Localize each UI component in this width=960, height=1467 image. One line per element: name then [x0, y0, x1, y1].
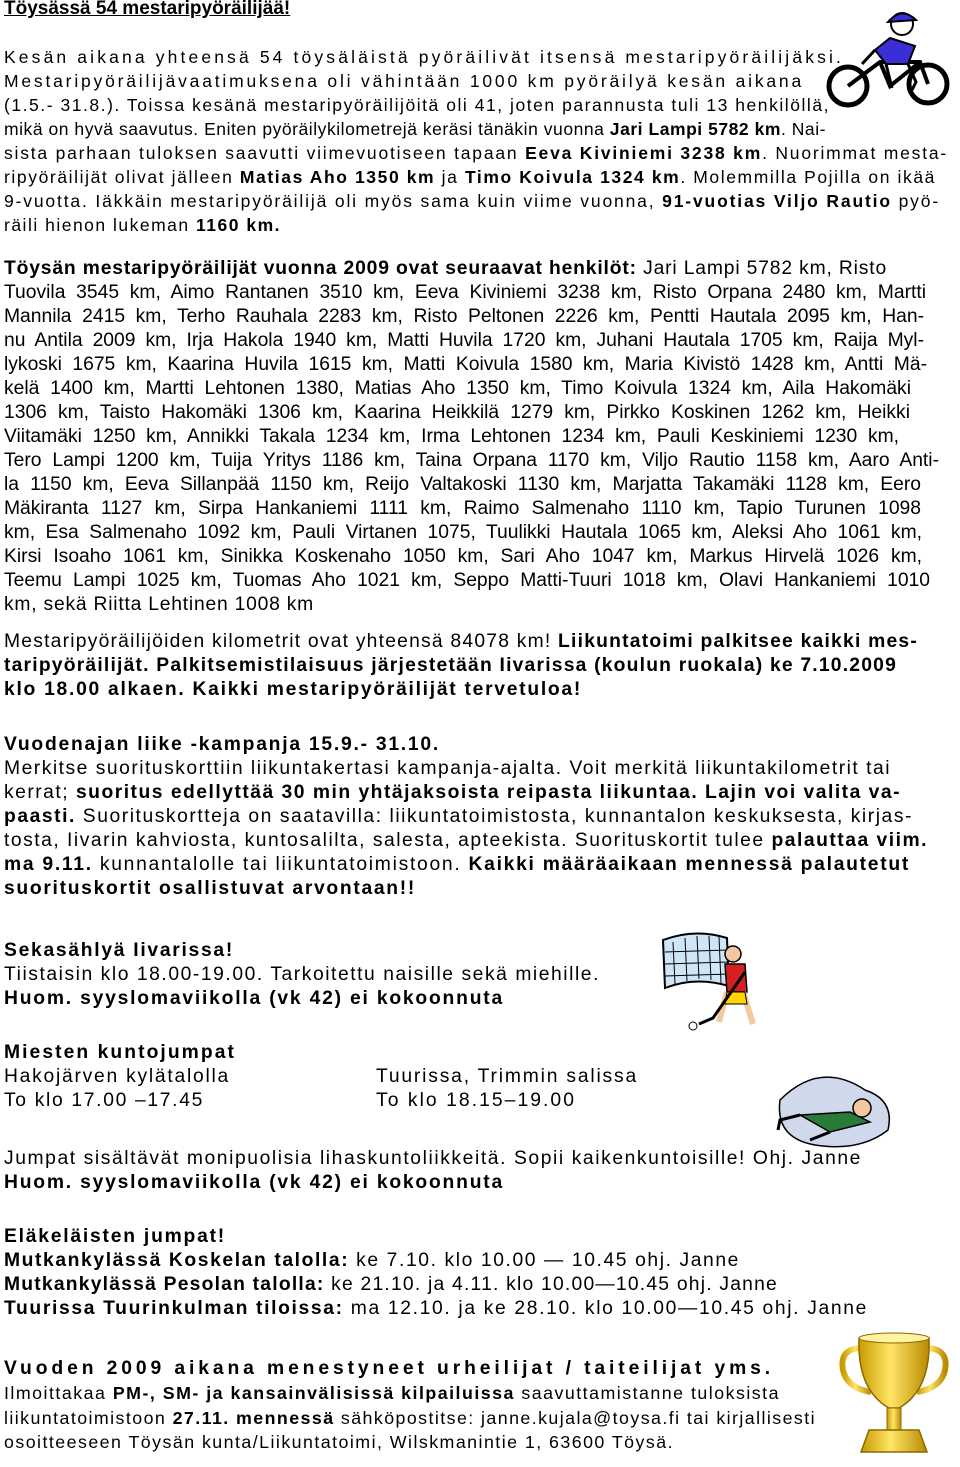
text: kunnantalolle tai liikuntatoimistoon.	[92, 854, 469, 875]
text-line	[4, 449, 939, 473]
text: tosta, Iivarin kahviosta, kuntosalilta, salesta, apteekista. Suorituskortit tulee	[4, 830, 772, 851]
bold-text: ma 9.11.	[4, 854, 93, 875]
section-senior-gym	[4, 1225, 868, 1321]
bold-text: Kaikki määräaikaan mennessä palautetut	[468, 854, 910, 875]
floorball-note: Huom. syyslomaviikolla (vk 42) ei kokoonnuta	[4, 988, 504, 1009]
mens-gym-column-2	[376, 1065, 638, 1113]
text-line	[4, 1381, 780, 1406]
text-line	[4, 93, 830, 117]
mens-gym-details	[4, 1147, 862, 1195]
mens-gym-note: Huom. syyslomaviikolla (vk 42) ei kokoonnuta	[4, 1172, 504, 1193]
cyclist-illustration	[820, 2, 955, 110]
text-line	[4, 117, 826, 141]
text-line	[4, 630, 918, 654]
text-line	[4, 69, 804, 93]
bold-text: 27.11. mennessä	[172, 1407, 335, 1428]
text-line	[4, 1297, 868, 1321]
text: Merkitse suorituskorttiin liikuntakertasi kampanja-ajalta. Voit merkitä liikuntakilometrit tai	[4, 758, 891, 779]
text: mikä on hyvä saavutus. Eniten pyöräilykilometrejä keräsi tänäkin vuonna	[4, 119, 610, 139]
text: 1306 km, Taisto Hakomäki 1306 km, Kaarina Heikkilä 1279 km, Pirkko Koskinen 1262 km, Heikki	[4, 402, 910, 423]
section-achievements	[4, 1357, 816, 1455]
mens-gym-heading: Miesten kuntojumpat	[4, 1042, 236, 1063]
text-line	[4, 189, 940, 213]
text-line	[4, 678, 582, 702]
bold-text: klo 18.00 alkaen. Kaikki mestaripyöräilijät tervetuloa!	[4, 679, 582, 700]
campaign-heading: Vuodenajan liike -kampanja 15.9.- 31.10.	[4, 734, 440, 755]
text-line	[4, 425, 899, 449]
text: Mäkiranta 1127 km, Sirpa Hankaniemi 1111 km, Raimo Salmenaho 1110 km, Tapio Turunen 1098	[4, 498, 921, 519]
text: ripyöräilijät olivat jälleen	[4, 167, 240, 187]
bold-text: suoritus edellyttää 30 min yhtäjaksoista reipasta liikuntaa. Lajin voi valita va-	[75, 782, 901, 803]
trophy-icon	[835, 1330, 953, 1465]
text: lykoski 1675 km, Kaarina Huvila 1615 km, Matti Koivula 1580 km, Maria Kivistö 1428 km, Antti Mä-	[4, 354, 927, 375]
text: . Nuorimmat mesta-	[762, 143, 949, 163]
text-line	[4, 1249, 740, 1273]
section-mens-gym	[4, 1041, 236, 1113]
floorball-illustration	[655, 926, 775, 1041]
text-line	[4, 353, 927, 377]
section-cyclist-list	[4, 257, 939, 617]
text-line	[4, 473, 921, 497]
text-line	[4, 593, 314, 617]
text-line	[4, 165, 936, 189]
text: ja	[435, 167, 465, 187]
text: Mestaripyöräilijävaatimuksena oli vähintään 1000 km pyöräilyä kesän aikana	[4, 71, 804, 91]
floorball-schedule: Tiistaisin klo 18.00-19.00. Tarkoitettu naisille sekä miehille.	[4, 964, 600, 985]
achievements-heading: Vuoden 2009 aikana menestyneet urheilijat / taiteilijat yms.	[4, 1358, 774, 1379]
text-line	[4, 305, 924, 329]
resting-man-illustration	[770, 1060, 900, 1155]
text-line	[4, 213, 281, 237]
text: sähköpostitse: janne.kujala@toysa.fi tai kirjallisesti	[334, 1407, 816, 1428]
text: räili hienon lukeman	[4, 215, 197, 235]
bold-text: PM-, SM- ja kansainvälisissä kilpailuissa	[112, 1383, 515, 1403]
text: kelä 1400 km, Martti Lehtonen 1380, Matias Aho 1350 km, Timo Koivula 1324 km, Aila Hakomäki	[4, 378, 911, 399]
text: Viitamäki 1250 km, Annikki Takala 1234 km, Irma Lehtonen 1234 km, Pauli Keskiniemi 1230 km,	[4, 426, 899, 447]
text: . Molemmilla Pojilla on ikää	[680, 167, 936, 187]
bold-text: suorituskortit osallistuvat arvontaan!!	[4, 878, 416, 899]
text: km, Esa Salmenaho 1092 km, Pauli Virtanen 1075, Tuulikki Hautala 1065 km, Aleksi Aho 1061 km,	[4, 522, 922, 543]
bold-text: Jari Lampi 5782 km	[609, 119, 781, 139]
text: Suorituskortteja on saatavilla: liikuntatoimistosta, kunnantalon keskuksesta, kirjas-	[75, 806, 913, 827]
floorball-heading: Sekasählyä Iivarissa!	[4, 940, 234, 961]
text: la 1150 km, Eeva Sillanpää 1150 km, Reijo Valtakoski 1130 km, Marjatta Takamäki 1128 km, Eero	[4, 474, 921, 495]
text-line	[4, 829, 928, 853]
text-line	[4, 805, 913, 829]
text: nu Antila 2009 km, Irja Hakola 1940 km, Matti Huvila 1720 km, Juhani Hautala 1705 km, Raija Myl-	[4, 330, 924, 351]
text-line	[4, 757, 891, 781]
text-line	[4, 853, 910, 877]
text: (1.5.- 31.8.). Toissa kesänä mestaripyöräilijöitä oli 41, joten parannusta tuli 13 henkilöllä,	[4, 95, 830, 115]
text-line	[4, 1406, 816, 1431]
text: 9-vuotta. Iäkkäin mestaripyöräilijä oli myös sama kuin viime vuonna,	[4, 191, 663, 211]
section-campaign	[4, 733, 928, 901]
text: ke 21.10. ja 4.11. klo 10.00—10.45 ohj. Janne	[324, 1274, 778, 1295]
text-line	[4, 1273, 778, 1297]
text-line	[4, 377, 911, 401]
text: Kesän aikana yhteensä 54 töysäläistä pyöräilivät itsensä mestaripyöräilijäksi.	[4, 47, 844, 67]
bold-text: palauttaa viim.	[771, 830, 928, 851]
text-line	[4, 521, 922, 545]
text: Jari Lampi 5782 km, Risto	[636, 258, 888, 279]
mens-gym-location-1: Hakojärven kylätalolla	[4, 1066, 230, 1087]
text: kerrat;	[4, 782, 76, 803]
text-line	[4, 1430, 674, 1455]
text: sista parhaan tuloksen saavutti viimevuotiseen tapaan	[4, 143, 526, 163]
mens-gym-time-2: To klo 18.15–19.00	[376, 1090, 576, 1111]
bold-text: paasti.	[4, 806, 76, 827]
section-totals	[4, 630, 918, 702]
title: Töysässä 54 mestaripyöräilijää!	[4, 0, 291, 19]
text-line	[4, 141, 948, 165]
bold-text: Töysän mestaripyöräilijät vuonna 2009 ovat seuraavat henkilöt:	[4, 258, 637, 279]
text: pyö-	[891, 191, 941, 211]
text-line	[4, 257, 887, 281]
text: Tuovila 3545 km, Aimo Rantanen 3510 km, Eeva Kiviniemi 3238 km, Risto Orpana 2480 km, Martti	[4, 282, 926, 303]
bold-text: Matias Aho 1350 km	[239, 167, 436, 187]
text: liikuntatoimistoon	[4, 1407, 173, 1428]
text-line	[4, 329, 924, 353]
mens-gym-time-1: To klo 17.00 –17.45	[4, 1090, 204, 1111]
text-line	[4, 654, 897, 678]
bold-text: Mutkankylässä Pesolan talolla:	[4, 1274, 325, 1295]
text-line	[4, 401, 910, 425]
text-line	[4, 569, 930, 593]
text: Mestaripyöräilijöiden kilometrit ovat yhteensä 84078 km!	[4, 631, 559, 652]
text: . Nai-	[780, 119, 826, 139]
text: km, sekä Riitta Lehtinen 1008 km	[4, 594, 314, 615]
mens-gym-location-2: Tuurissa, Trimmin salissa	[376, 1066, 638, 1087]
bold-text: Tuurissa Tuurinkulman tiloissa:	[4, 1298, 344, 1319]
text: Ilmoittakaa	[4, 1383, 113, 1403]
mens-gym-description: Jumpat sisältävät monipuolisia lihaskuntoliikkeitä. Sopii kaikenkuntoisille! Ohj. Janne	[4, 1148, 862, 1169]
bold-text: Timo Koivula 1324 km	[464, 167, 681, 187]
text: Kirsi Isoaho 1061 km, Sinikka Koskenaho 1050 km, Sari Aho 1047 km, Markus Hirvelä 1026 km,	[4, 546, 922, 567]
bold-text: taripyöräilijät. Palkitsemistilaisuus järjestetään Iivarissa (koulun ruokala) ke 7.10.2009	[4, 655, 897, 676]
text: Teemu Lampi 1025 km, Tuomas Aho 1021 km, Seppo Matti-Tuuri 1018 km, Olavi Hankaniemi 1010	[4, 570, 930, 591]
text-line	[4, 497, 921, 521]
bold-text: 91-vuotias Viljo Rautio	[662, 191, 892, 211]
text-line	[4, 545, 922, 569]
text-line	[4, 781, 901, 805]
bold-text: Mutkankylässä Koskelan talolla:	[4, 1250, 350, 1271]
bold-text: Eeva Kiviniemi 3238 km	[525, 143, 763, 163]
bold-text: 1160 km.	[196, 215, 281, 235]
text-line	[4, 877, 416, 901]
text: Mannila 2415 km, Terho Rauhala 2283 km, Risto Peltonen 2226 km, Pentti Hautala 2095 km, Han-	[4, 306, 924, 327]
section-floorball	[4, 939, 600, 1011]
text: osoitteeseen Töysän kunta/Liikuntatoimi, Wilskmanintie 1, 63600 Töysä.	[4, 1432, 674, 1452]
text: saavuttamistanne tuloksista	[514, 1383, 780, 1403]
text: Tero Lampi 1200 km, Tuija Yritys 1186 km, Taina Orpana 1170 km, Viljo Rautio 1158 km, Aaro Anti-	[4, 450, 939, 471]
bold-text: Liikuntatoimi palkitsee kaikki mes-	[558, 631, 918, 652]
senior-gym-heading: Eläkeläisten jumpat!	[4, 1226, 226, 1247]
text-line	[4, 45, 844, 69]
text: ke 7.10. klo 10.00 — 10.45 ohj. Janne	[349, 1250, 740, 1271]
text-line	[4, 281, 926, 305]
section-cyclists-intro	[4, 45, 948, 237]
text: ma 12.10. ja ke 28.10. klo 10.00—10.45 ohj. Janne	[343, 1298, 868, 1319]
